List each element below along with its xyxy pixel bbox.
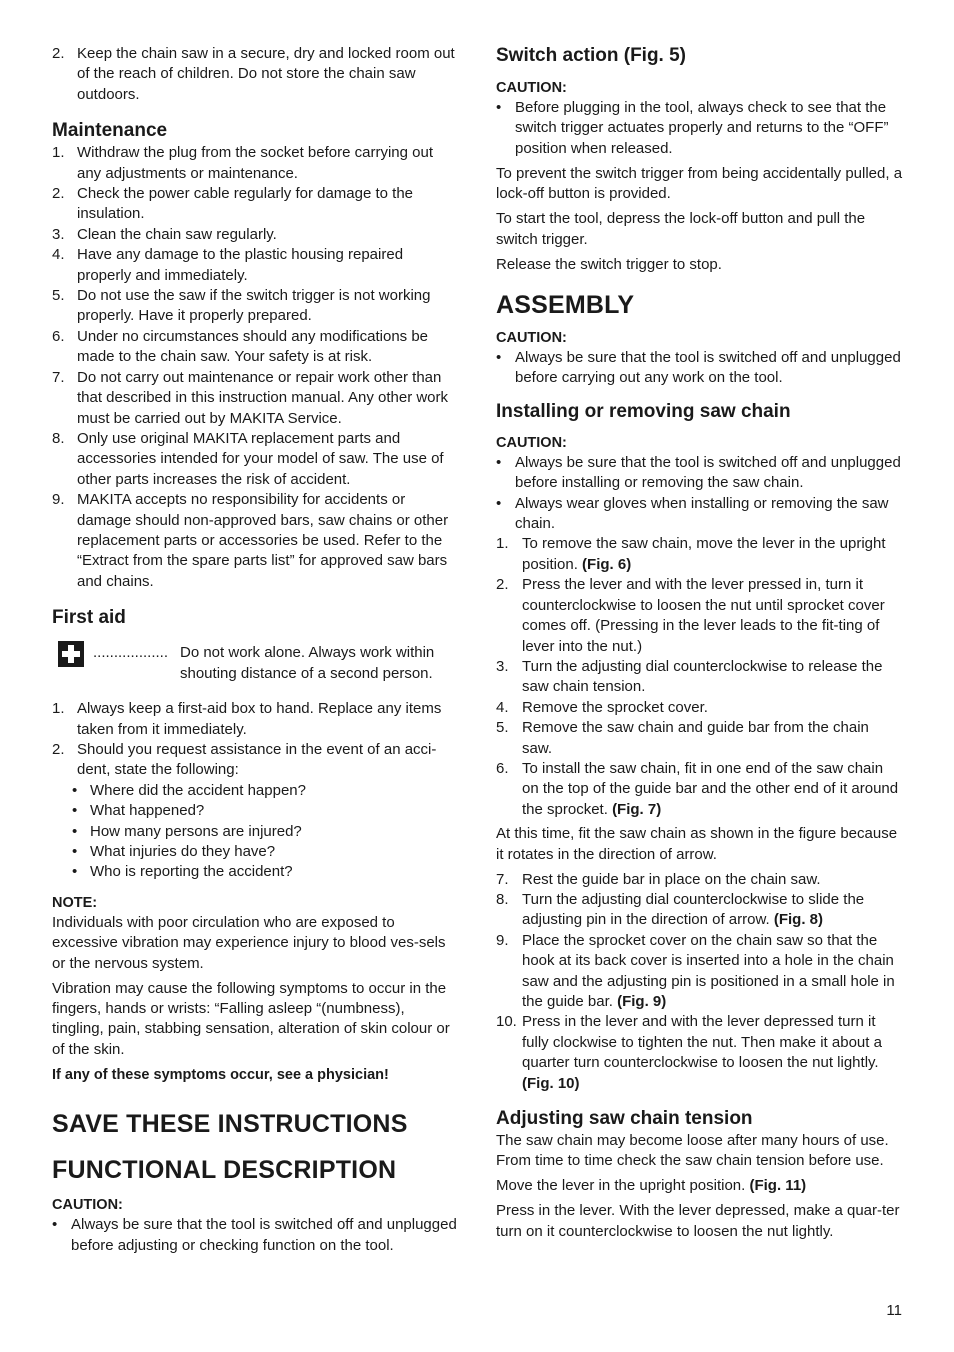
- list-item: 2. Check the power cable regularly for damage to the insulation.: [52, 185, 414, 223]
- list-item: 7. Do not carry out maintenance or repair work other than that described in this instruction manual. Any other work must be carried out by MAKITA Service.: [52, 368, 449, 427]
- first-aid-list: [52, 699, 459, 781]
- list-item: 4. Have any damage to the plastic housing repaired properly and immediately.: [52, 246, 404, 284]
- paragraph: Release the switch trigger to stop.: [496, 255, 722, 273]
- left-column: [52, 44, 459, 1256]
- page-number: 11: [886, 1302, 902, 1319]
- installing-heading: Installing or removing saw chain: [496, 400, 791, 422]
- list-item: 6. To install the saw chain, fit in one end of the saw chain on the top of the guide bar and the other end of it around the sprocket. (Fig. 7): [496, 759, 899, 818]
- note-paragraph: Individuals with poor circulation who are exposed to excessive vibration may experience injury to blood ves-sels or the nervous system.: [52, 913, 446, 972]
- paragraph: Press in the lever. With the lever depressed, make a quar-ter turn on it counterclockwise to loosen the nut lightly.: [496, 1202, 900, 1240]
- note-label: NOTE:: [52, 894, 98, 911]
- list-item: 1. Withdraw the plug from the socket before carrying out any adjustments or maintenance.: [52, 144, 434, 182]
- caution-bullet: • Before plugging in the tool, always check to see that the switch trigger actuates properly and returns to the “OFF” position when released.: [496, 99, 889, 157]
- list-item: 2. Press the lever and with the lever pressed in, turn it counterclockwise to loosen the nut until sprocket cover comes off. (Pressing in the lever leads to the fit-ting of lever into the nut.): [496, 576, 885, 655]
- assembly-heading: ASSEMBLY: [496, 291, 635, 320]
- figure-reference: (Fig. 11): [749, 1177, 807, 1195]
- first-aid-cross-icon: [58, 641, 84, 667]
- vibration-paragraph: Vibration may cause the following symptoms to occur in the fingers, hands or wrists: “Falling asleep “(numbness), tingling, pain, stabbing sensation, alteration of skin colour or of the skin.: [52, 979, 450, 1058]
- save-instructions-heading: SAVE THESE INSTRUCTIONS: [52, 1110, 408, 1139]
- bullet-item: • What happened?: [72, 802, 205, 820]
- list-item: 4. Remove the sprocket cover.: [496, 698, 708, 716]
- list-item: 9. Place the sprocket cover on the chain saw so that the hook at its back cover is inserted into a hole in the chain saw and the adjusting pin is positioned in a small hole in the guide bar. (Fig. 9): [496, 931, 895, 1010]
- paragraph: At this time, fit the saw chain as shown in the figure because it rotates in the direction of arrow.: [496, 825, 898, 863]
- list-item: 9. MAKITA accepts no responsibility for accidents or damage should non-approved bars, saw chains or other replacement parts or accessories be used. Refer to the “Extract from the spare parts list” for approved saw bars and chains.: [52, 491, 449, 590]
- figure-reference: (Fig. 8): [773, 911, 823, 929]
- caution-bullet: • Always be sure that the tool is switched off and unplugged before adjusting or checking function on the tool.: [52, 1216, 457, 1254]
- paragraph: Move the lever in the upright position. (Fig. 11): [496, 1177, 807, 1195]
- paragraph: To start the tool, depress the lock-off button and pull the switch trigger.: [496, 210, 866, 248]
- installing-steps-continued: [496, 870, 903, 1094]
- bullet-item: • How many persons are injured?: [72, 822, 302, 840]
- list-item: 5. Remove the saw chain and guide bar from the chain saw.: [496, 719, 869, 757]
- list-item: 2. Keep the chain saw in a secure, dry and locked room out of the reach of children. Do not store the chain saw outdoors.: [52, 45, 455, 103]
- list-item: 10. Press in the lever and with the lever depressed turn it fully clockwise to tighten the nut. Then make it about a quarter turn counterclockwise to loosen the nut lightly. (Fig. 10): [496, 1013, 882, 1092]
- bullet-item: • Always wear gloves when installing or removing the saw chain.: [496, 494, 889, 533]
- paragraph: To prevent the switch trigger from being accidentally pulled, a lock-off button is provided.: [496, 164, 903, 203]
- list-item: 6. Under no circumstances should any modifications be made to the chain saw. Your safety is at risk.: [52, 327, 429, 366]
- installing-steps: [496, 534, 903, 820]
- list-item: 2. Should you request assistance in the event of an acci-dent, state the following:: [52, 740, 437, 779]
- bullet-item: • What injuries do they have?: [72, 843, 276, 860]
- list-item: 3. Clean the chain saw regularly.: [52, 225, 277, 243]
- functional-description-heading: FUNCTIONAL DESCRIPTION: [52, 1156, 397, 1185]
- maintenance-heading: Maintenance: [52, 120, 168, 142]
- figure-reference: (Fig. 9): [617, 993, 667, 1010]
- list-item: 1. Always keep a first-aid box to hand. Replace any items taken from it immediately.: [52, 700, 442, 738]
- list-item: 5. Do not use the saw if the switch trigger is not working properly. Have it properly prepared.: [52, 287, 431, 325]
- paragraph: The saw chain may become loose after many hours of use. From time to time check the saw chain tension before use.: [496, 1132, 889, 1170]
- list-item: 7. Rest the guide bar in place on the chain saw.: [496, 870, 821, 888]
- caution-bullet: • Always be sure that the tool is switched off and unplugged before carrying out any work on the tool.: [496, 349, 901, 387]
- bullet-item: • Who is reporting the accident?: [72, 863, 293, 881]
- caution-label: CAUTION:: [496, 434, 567, 451]
- figure-reference: (Fig. 7): [612, 800, 662, 818]
- physician-warning: If any of these symptoms occur, see a physician!: [52, 1066, 389, 1083]
- caution-label: CAUTION:: [496, 330, 567, 347]
- maintenance-list: [52, 143, 459, 592]
- figure-reference: (Fig. 6): [582, 555, 632, 573]
- list-item: 1. To remove the saw chain, move the lever in the upright position. (Fig. 6): [496, 535, 886, 573]
- caution-label: CAUTION:: [52, 1197, 123, 1214]
- list-item: 3. Turn the adjusting dial counterclockwise to release the saw chain tension.: [496, 657, 883, 696]
- bullet-item: • Where did the accident happen?: [72, 781, 306, 799]
- list-item: 8. Only use original MAKITA replacement parts and accessories intended for your model of saw. The use of other parts increases the risk of accident.: [52, 429, 444, 488]
- caution-label: CAUTION:: [496, 80, 567, 96]
- first-aid-symbol-row: [52, 639, 459, 699]
- first-aid-symbol-text: Do not work alone. Always work within shouting distance of a second person.: [180, 644, 435, 682]
- figure-reference: (Fig. 10): [522, 1074, 580, 1092]
- bullet-item: • Always be sure that the tool is switched off and unplugged before installing or removing the saw chain.: [496, 453, 901, 492]
- switch-action-heading: Switch action (Fig. 5): [496, 45, 687, 66]
- leader-dots: ..................: [93, 644, 169, 662]
- right-column: [496, 44, 903, 1247]
- list-item: 8. Turn the adjusting dial counterclockwise to slide the adjusting pin in the direction of arrow. (Fig. 8): [496, 890, 865, 929]
- adjusting-heading: Adjusting saw chain tension: [496, 1108, 753, 1130]
- installing-caution-list: [496, 453, 903, 535]
- accident-questions-list: [52, 781, 459, 883]
- first-aid-heading: First aid: [52, 607, 126, 629]
